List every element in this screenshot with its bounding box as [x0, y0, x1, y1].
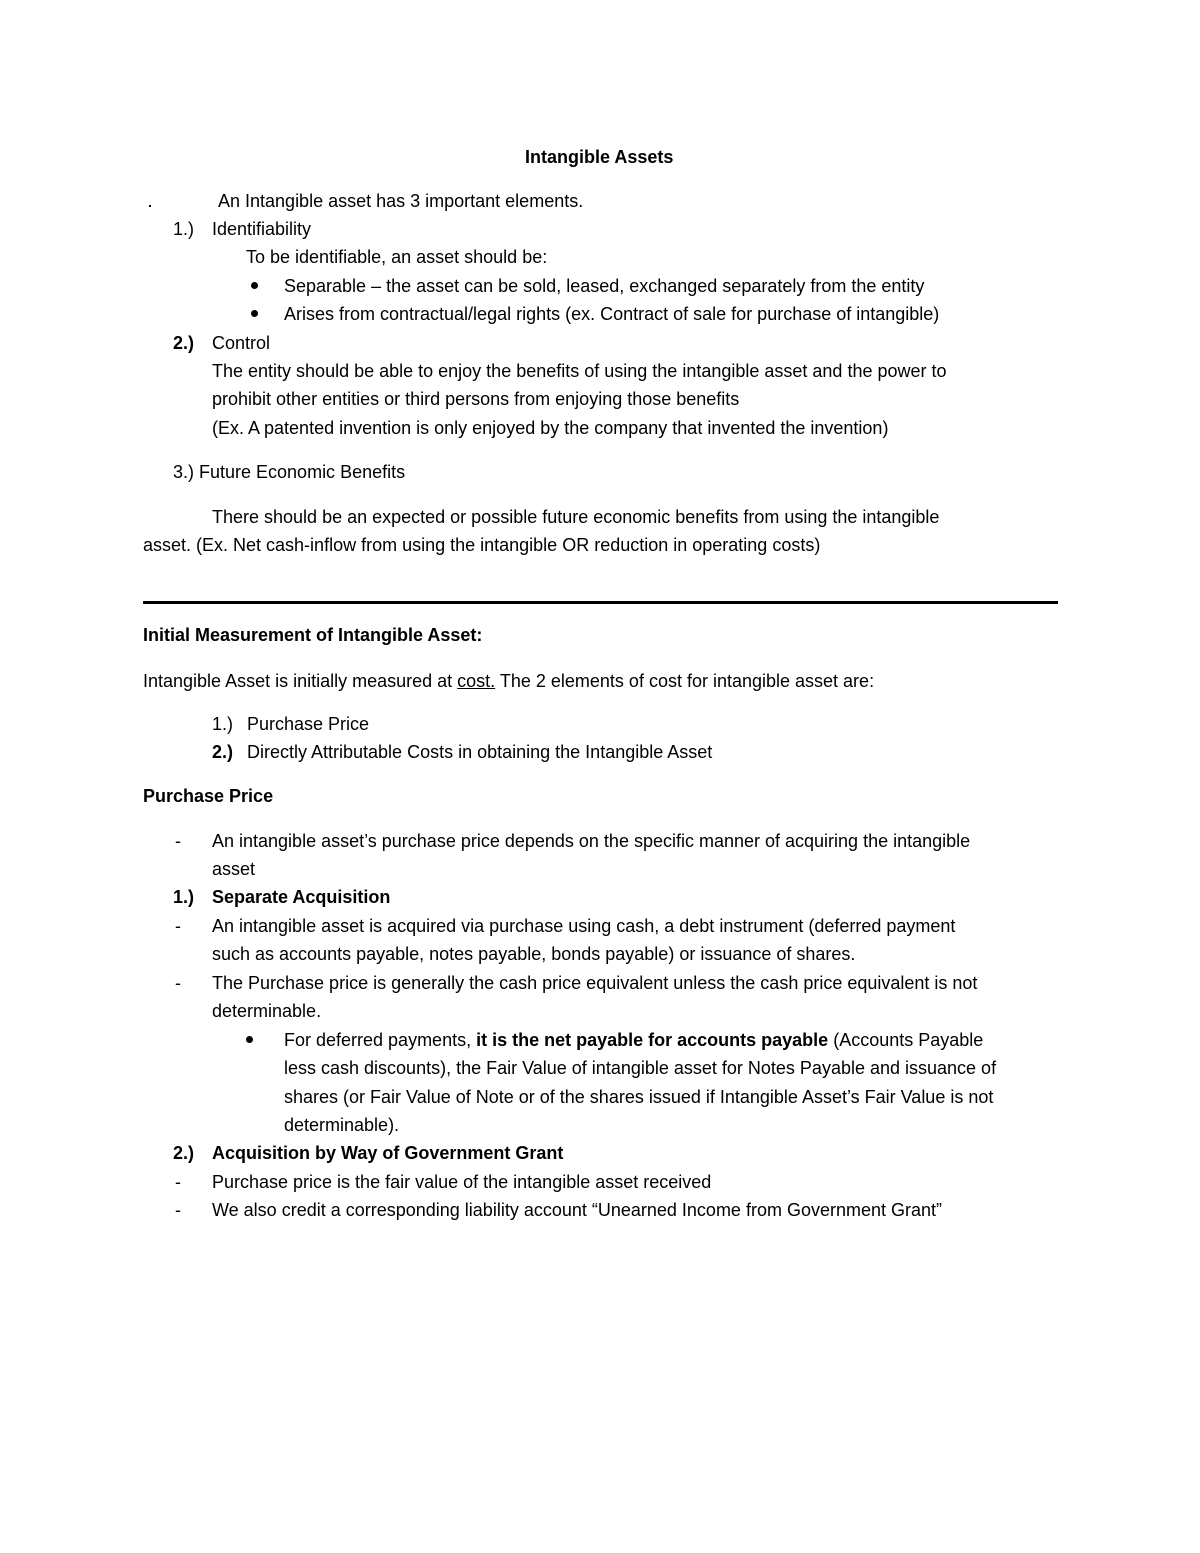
- section-divider: [143, 601, 1058, 604]
- element-3-line-1: There should be an expected or possible future economic benefits from using the intangible: [212, 507, 940, 527]
- deferred-pre: For deferred payments,: [284, 1030, 477, 1050]
- dash-marker: -: [175, 1172, 181, 1192]
- intro-text: An Intangible asset has 3 important elements.: [218, 191, 584, 211]
- deferred-post: (Accounts Payable: [828, 1030, 984, 1050]
- dash-marker: -: [175, 916, 181, 936]
- element-2-line-3: (Ex. A patented invention is only enjoyed by the company that invented the invention): [212, 418, 889, 438]
- element-2-number: 2.): [173, 333, 195, 353]
- initial-text-pre: Intangible Asset is initially measured at: [143, 671, 458, 691]
- separate-acq-point-1-line-2: such as accounts payable, notes payable, bonds payable) or issuance of shares.: [212, 944, 856, 964]
- government-grant-point-2: We also credit a corresponding liability account “Unearned Income from Government Grant”: [212, 1200, 943, 1220]
- initial-text-post: The 2 elements of cost for intangible asset are:: [495, 671, 875, 691]
- element-1-lead: To be identifiable, an asset should be:: [246, 247, 548, 267]
- element-3-heading: 3.) Future Economic Benefits: [173, 462, 406, 482]
- dash-marker: -: [175, 1200, 181, 1220]
- cost-item-2: Directly Attributable Costs in obtaining the Intangible Asset: [247, 742, 713, 762]
- stray-dot-mark: [149, 205, 151, 207]
- deferred-payment-line-2: less cash discounts), the Fair Value of intangible asset for Notes Payable and issuance of: [284, 1058, 997, 1078]
- purchase-para-1-line-1: An intangible asset’s purchase price depends on the specific manner of acquiring the intangible: [212, 831, 971, 851]
- element-1-name: Identifiability: [212, 219, 312, 239]
- dash-marker: -: [175, 973, 181, 993]
- bullet-icon: [246, 1036, 253, 1043]
- government-grant-number: 2.): [173, 1143, 195, 1163]
- dash-marker: -: [175, 831, 181, 851]
- element-2-line-2: prohibit other entities or third persons from enjoying those benefits: [212, 389, 740, 409]
- separate-acq-point-2-line-2: determinable.: [212, 1001, 322, 1021]
- separate-acquisition-heading: Separate Acquisition: [212, 887, 391, 907]
- bullet-icon: [251, 282, 258, 289]
- initial-measurement-heading: Initial Measurement of Intangible Asset:: [143, 625, 483, 645]
- government-grant-heading: Acquisition by Way of Government Grant: [212, 1143, 564, 1163]
- element-1-number: 1.): [173, 219, 195, 239]
- page-title: Intangible Assets: [525, 147, 674, 167]
- deferred-bold: it is the net payable for accounts payable: [476, 1030, 829, 1050]
- element-2-name: Control: [212, 333, 271, 353]
- deferred-payment-line-4: determinable).: [284, 1115, 400, 1135]
- cost-item-1: Purchase Price: [247, 714, 370, 734]
- purchase-para-1-line-2: asset: [212, 859, 256, 879]
- bullet-icon: [251, 310, 258, 317]
- purchase-price-heading: Purchase Price: [143, 786, 274, 806]
- element-3-line-2: asset. (Ex. Net cash-inflow from using the intangible OR reduction in operating costs): [143, 535, 821, 555]
- government-grant-point-1: Purchase price is the fair value of the intangible asset received: [212, 1172, 712, 1192]
- cost-item-1-number: 1.): [212, 714, 234, 734]
- deferred-payment-line-3: shares (or Fair Value of Note or of the shares issued if Intangible Asset’s Fair Value is not: [284, 1087, 994, 1107]
- element-1-bullet-1: Separable – the asset can be sold, leased, exchanged separately from the entity: [284, 276, 925, 296]
- deferred-payment-line-1: [284, 1029, 983, 1051]
- separate-acq-point-1-line-1: An intangible asset is acquired via purchase using cash, a debt instrument (deferred payment: [212, 916, 956, 936]
- initial-text-cost: cost.: [457, 671, 496, 691]
- separate-acquisition-number: 1.): [173, 887, 195, 907]
- cost-item-2-number: 2.): [212, 742, 234, 762]
- separate-acq-point-2-line-1: The Purchase price is generally the cash price equivalent unless the cash price equivalent is not: [212, 973, 978, 993]
- initial-measurement-text: [143, 670, 874, 692]
- element-2-line-1: The entity should be able to enjoy the benefits of using the intangible asset and the power to: [212, 361, 947, 381]
- element-1-bullet-2: Arises from contractual/legal rights (ex. Contract of sale for purchase of intangible): [284, 304, 940, 324]
